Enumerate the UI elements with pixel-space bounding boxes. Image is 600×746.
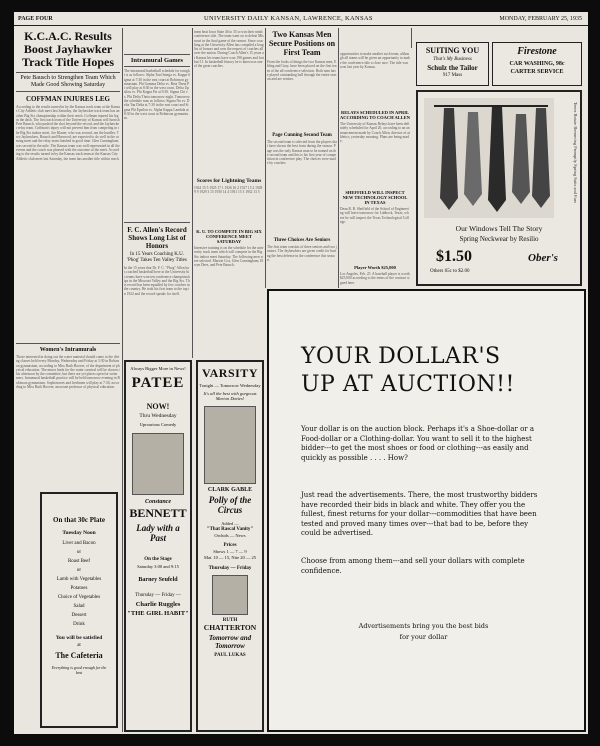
auction-headline-line1: YOUR DOLLAR'S <box>301 344 501 369</box>
patee-act: Barney Seufeld <box>138 577 178 583</box>
schulz-line3: 917 Mass <box>442 73 463 78</box>
varsity-added-sub: Orchids — News <box>214 533 246 538</box>
article-body: Intensive training is on the schedule for the university track team which will compete in the Big Six indoor meet Saturday. The following men were selected. Marvin Cox, Glen Cunningham, Elwyn Dees, and Pete Bausch. <box>194 246 264 268</box>
firestone-ad <box>492 42 582 86</box>
dollar-auction-ad <box>267 289 586 732</box>
article-body: Los Angeles, Feb. 25. A baseball player is worth $25,000 according to the terms of the contract signed here. <box>340 272 410 285</box>
dateline: MONDAY, FEBRUARY 25, 1935 <box>499 16 582 22</box>
menu-item: or <box>76 550 82 555</box>
scores-table: 1924 15 5 1925 17 1 1926 16 2 1927 15 2 1928 9 9 1929 3 15 1930 14 4 1931 15 3 1932 13 5 <box>194 186 263 195</box>
varsity-star2-a: RUTH <box>222 618 238 623</box>
neckwear-line1: Our Windows Tell The Story <box>455 224 543 233</box>
auction-para-1: Your dollar is on the auction block. Perhaps it's a Shoe-dollar or a Food-dollar or a Clothing-dollar. You want to sell it to the highest bidder---to get the most shoes or food or clothing---as easily and quickly as possible . . . . How? <box>301 425 535 462</box>
menu-item: Lamb with Vegetables <box>56 577 102 582</box>
cafeteria-satisfied: You will be satisfied <box>55 635 103 641</box>
patee-star2: BENNETT <box>129 506 187 520</box>
column-rule <box>265 28 266 288</box>
neckties-illustration-icon <box>424 98 554 218</box>
neckwear-price-sub: Others 65c to $2.00 <box>430 269 470 274</box>
subhead-three-choices: Three Choices Are Seniors <box>273 238 331 243</box>
patee-tag: Uproarious Comedy <box>139 422 177 427</box>
menu-list <box>42 539 116 629</box>
article-body: The intramural basketball schedule for tonight is as follows: Alpha Tau Omega vs. Kappa Sigma at 7:30 in the east court at Robinson gymnasium. Phi Gamma Delta vs. Beta Theta Pi will play at 8:30 in the west court. Delta Upsilon vs. Phi Kappa Psi at 9:30. Sigma Chi vs. Phi Delta Theta tomorrow night. Tomorrow the schedule runs as follows: Sigma Nu vs. Delta Tau Delta at 7:30 in the east court and Sigma Phi Epsilon vs. Alpha Kappa Lambda at 8:30 in the west court at Robinson gymnasium. <box>124 69 190 121</box>
varsity-tagline: It's all the best with gorgeous Marion Davies! <box>203 391 257 401</box>
subhead-relays-april: RELAYS SCHEDULED IN APRIL ACCORDING TO COACH ALLEN <box>340 110 410 120</box>
menu-item: or <box>76 568 82 573</box>
subhead-fcallen: F. C. Allen's Record Shows Long List of Honors <box>124 222 190 250</box>
varsity-film: Polly of the Circus <box>208 495 252 515</box>
patee-on-stage: On the Stage <box>144 557 172 562</box>
obers-logo: Ober's <box>528 252 558 264</box>
patee-now: NOW! <box>146 402 170 411</box>
patee-when: Thru Wednesday <box>139 413 177 419</box>
patee-star-photo <box>132 433 184 495</box>
article-body: The second team is selected from the players that have shown the best form during the season. Page was the only Kansas man to be named on the second team and this is his first year of competition in conference play. The choices were made by coaches. <box>267 140 337 166</box>
headline-kcac: K.C.A.C. Results Boost Jayhawker Track Title Hopes <box>21 29 114 69</box>
page-label: PAGE FOUR <box>18 16 53 22</box>
neckwear-ad <box>416 90 582 286</box>
varsity-theater-name: VARSITY <box>202 366 258 380</box>
article-body: Those interested in doing out the water material should come to the diving classes held every Monday, Wednesday and Friday at 3:30 in Robinson gymnasium, according to Miss Ruth Hoover, of the department of physical education. The minor leads for the water carnival will be chosen this afternoon by the committee, but there are yet places open for swimmers. Intramural basketball practice will be held tomorrow evening in Robinson gymnasium. Sophomores and freshmen will play at 7:30, according to Miss Ruth Hoover, associate professor of physical education. <box>16 355 120 390</box>
patee-coming: Thursday — Friday — <box>135 593 181 598</box>
firestone-line2: CARTER SERVICE <box>510 69 564 75</box>
auction-headline-line2: UP AT AUCTION!! <box>301 372 515 397</box>
neckwear-price: $1.50 <box>436 248 472 265</box>
schulz-title: SUITING YOU <box>425 46 480 55</box>
patee-star1: Constance <box>144 499 171 505</box>
subhead-player-worth: Player Worth $25,000 <box>354 265 396 270</box>
schulz-line2: Schulz the Tailor <box>427 64 478 72</box>
subhead-sheffield: SHEFFIELD WILL INSPECT NEW TECHNOLOGY SCHOOL IN TEXAS <box>342 190 408 205</box>
menu-item: Choice of Vegetables <box>57 595 101 600</box>
cafeteria-ad <box>40 492 118 728</box>
deck-kcac: Pete Bausch to Strengthen Team Which Made Good Showing Saturday <box>16 72 120 92</box>
patee-coming-star: Charlie Ruggles <box>135 601 181 608</box>
subhead-scores: Scores for Lightning Teams <box>196 178 262 184</box>
patee-top: Always Bigger More in News! <box>130 366 186 371</box>
auction-footer <box>301 621 546 643</box>
patee-times: Saturday 3:00 and 9:15 <box>137 564 179 569</box>
cafeteria-day: Tuesday Noon <box>62 530 96 536</box>
column-3 <box>194 28 264 288</box>
auction-para-3: Choose from among them---and sell your dollars with complete confidence. <box>301 557 525 575</box>
auction-para-2: Just read the advertisements. There, the most trustworthy bidders have recorded their bids in black and white. They offer you the fullest, finest returns for your dollar---commodities that have been tested and proved many times over---that bad to be, before they could be advertised. <box>301 491 538 537</box>
article-body: From the looks of things the two Kansas men, Ebling and Gray, have been placed on the first team of the all-conference selection. Both men have played outstanding ball through the entire season and are seniors. <box>267 60 337 82</box>
firestone-brand: Firestone <box>517 46 557 57</box>
column-5 <box>340 52 410 288</box>
varsity-star2-photo <box>212 575 248 615</box>
cafeteria-name: The Cafeteria <box>55 651 103 660</box>
subhead-womens-intramurals: Women's Intramurals <box>16 343 120 353</box>
menu-item: Potatoes <box>70 586 88 591</box>
column-rule <box>192 28 193 358</box>
cafeteria-at: at <box>77 643 81 648</box>
column-1 <box>16 28 120 488</box>
schulz-line1: That's My Business <box>433 57 472 62</box>
menu-item: Roast Beef <box>67 559 91 564</box>
varsity-prices2: Mat. 10 — 15, Nite 20 — 25 <box>203 555 257 560</box>
cafeteria-title: On that 30c Plate <box>53 516 105 524</box>
varsity-cast2: PAUL LUKAS <box>214 653 246 658</box>
headline-two-kansas-men: Two Kansas Men Secure Positions on First Team <box>268 30 336 57</box>
column-4 <box>267 28 337 288</box>
article-body: team beat Iowa State 46 to 35 to win their ninth conference title. The team went on to defeat Missouri in the final game of the season. Since coaching at the University Allen has compiled a long list of honors and won the respect of coaches all over the nation. During Coach Allen's 15 years at Kansas his teams have won 190 games and lost but 51. In basketball history he is known as one of the great coaches. <box>194 30 264 69</box>
article-body: The first team consists of three seniors and two juniors. The Jayhawkers are given credit for having the best defense in the conference this season. <box>267 245 337 262</box>
paper-name: UNIVERSITY DAILY KANSAN, LAWRENCE, KANSAS <box>204 15 373 22</box>
masthead <box>14 12 588 26</box>
varsity-star: CLARK GABLE <box>207 487 253 493</box>
cafeteria-footer: Everything is good enough for the best <box>51 665 107 675</box>
article-body: Dean R. B. Sheffield of the School of Engineering will leave tomorrow for Lubbock, Texas, where he will inspect the Texas Technological College. <box>340 207 409 224</box>
subhead-coffman: COFFMAN INJURES LEG <box>25 95 110 103</box>
auction-footer-line1: Advertisements bring you the best bids <box>358 622 489 630</box>
newspaper-page <box>14 12 588 734</box>
subhead-page-cunning: Page Cunning Second Team <box>272 133 332 138</box>
column-rule <box>338 28 339 288</box>
firestone-line1: CAR WASHING, 98c <box>509 61 565 67</box>
varsity-theater-ad <box>196 360 264 732</box>
article-body: According to the results turned in by the Kansas track team at the Kansas City Athletic club meet last Saturday, the Jayhawker track team has another Big Six championship within their reach. Coffman injured his leg in the dash. The first track team of the University of Kansas will furnish Pete Bausch, who pushed the shot beyond the record, and the Jayhawker relay team. Coffman's injury will not prevent him from competing in the Big Six indoor meet. Joe Klaner, who was second, ran the hurdles. Two Jayhawkers, Bausch and Harwood, are expected to do well in the coming meet and the relay team finished in good time. Glen Cunningham was second in the mile. The Kansas team was well represented in all the events and the coach was pleased with the outcome of the meet. According to the results turned in by the Kansas track team at the Kansas City Athletic club meet last Saturday, the team has another title within reach. <box>16 105 120 161</box>
neckwear-line2: Spring Neckwear by Resilio <box>459 235 539 243</box>
varsity-thursday: Thursday — Friday <box>208 566 252 571</box>
patee-theater-ad <box>124 360 192 732</box>
subhead-relays: K. U. TO COMPETE IN BIG SIX CONFERENCE MEET SATURDAY <box>196 229 262 244</box>
varsity-when: Tonight — Tomorrow Wednesday <box>199 383 261 388</box>
patee-film: Lady with a Past <box>136 523 180 543</box>
menu-item: Salad <box>73 604 85 609</box>
auction-headline <box>301 343 515 399</box>
subhead-intramural-games: Intramural Games <box>124 54 190 67</box>
menu-item: Dessert <box>71 613 87 618</box>
menu-item: Liver and Bacon <box>62 541 96 546</box>
column-rule <box>411 28 412 48</box>
varsity-prices: Shows 1 — 7 — 9 <box>213 549 247 554</box>
menu-item: Drink <box>73 622 85 627</box>
patee-theater-name: PATEE <box>131 375 185 391</box>
varsity-added-film: "That Rascal Vanity" <box>206 527 254 532</box>
column-rule <box>122 28 123 732</box>
varsity-star-photo <box>204 406 256 484</box>
schulz-tailor-ad <box>416 42 489 86</box>
neckwear-side-note: Teens Rotate Removing Promptly Spring Suits and Furs <box>573 102 578 204</box>
varsity-added-label: Added — <box>221 521 239 526</box>
deck-fcallen: In 15 Years Coaching K.U. 'Phog' Takes Ten Valley Titles <box>127 252 187 263</box>
varsity-star2-b: CHATTERTON <box>203 623 257 632</box>
article-body: In the 15 years that Dr. F. C. "Phog" Allen has coached basketball here at the University his teams have won ten conference championships in the Missouri Valley and the Big Six. This record has been equalled by few coaches in the country. He took his first team to the top in 1922 and the record speaks for itself. <box>124 266 190 296</box>
varsity-prices-label: Prices <box>223 543 237 548</box>
article-body: opportunities to make another such team, although all teams will be given an opportunity to make the conference title a close race. The title was won last year by Kansas. <box>340 52 410 69</box>
auction-footer-line2: for your dollar <box>399 633 448 641</box>
patee-coming-film: "THE GIRL HABIT" <box>127 610 189 617</box>
varsity-film2: Tomorrow and Tomorrow <box>208 634 252 650</box>
article-body: The University of Kansas Relays have been definitely scheduled for April 20, according to an announcement made by Coach Allen, director of athletics, yesterday morning. Plans are being made. <box>340 122 410 144</box>
column-2 <box>124 28 190 358</box>
